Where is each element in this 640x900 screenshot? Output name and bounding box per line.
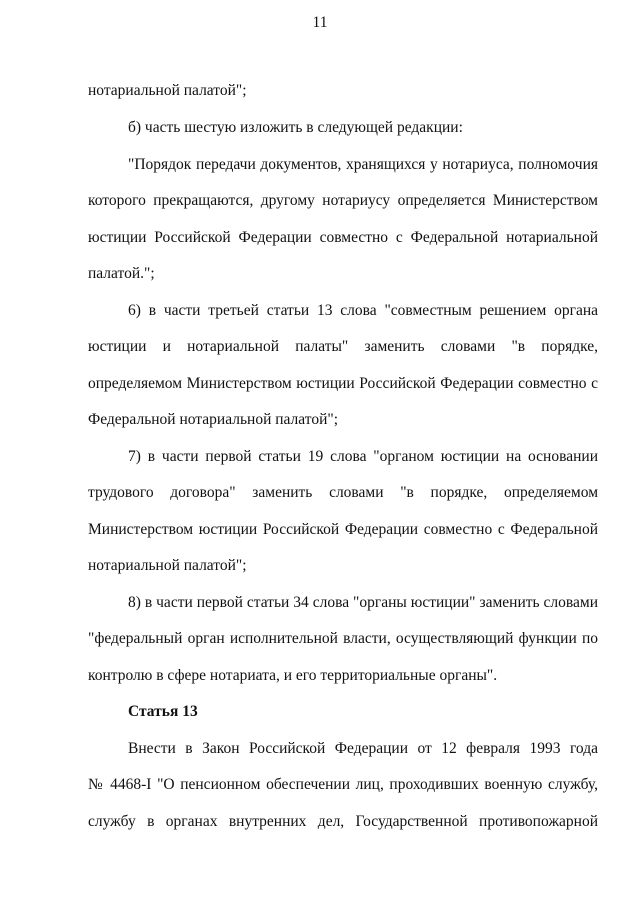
article-heading: Статья 13 bbox=[128, 703, 198, 720]
page-number: 11 bbox=[312, 14, 328, 31]
text-line: нотариальной палатой"; bbox=[88, 557, 247, 574]
text-line: 7) в части первой статьи 19 слова "органом юстиции на основании bbox=[128, 448, 598, 465]
text-line: б) часть шестую изложить в следующей редакции: bbox=[128, 119, 463, 136]
text-line: контролю в сфере нотариата, и его территориальные органы". bbox=[88, 667, 498, 684]
text-line: юстиции и нотариальной палаты" заменить словами "в порядке, bbox=[88, 338, 598, 355]
text-line: трудового договора" заменить словами "в порядке, определяемом bbox=[88, 484, 598, 501]
text-line: службу в органах внутренних дел, Государственной противопожарной bbox=[88, 813, 598, 830]
text-line: Внести в Закон Российской Федерации от 12 февраля 1993 года bbox=[128, 740, 598, 757]
text-line: "федеральный орган исполнительной власти, осуществляющий функции по bbox=[88, 630, 598, 647]
text-line: которого прекращаются, другому нотариусу определяется Министерством bbox=[88, 192, 598, 209]
text-line: нотариальной палатой"; bbox=[88, 82, 247, 99]
text-line: определяемом Министерством юстиции Российской Федерации совместно с bbox=[88, 375, 598, 392]
text-line: "Порядок передачи документов, хранящихся у нотариуса, полномочия bbox=[128, 156, 598, 173]
text-line: 6) в части третьей статьи 13 слова "совместным решением органа bbox=[128, 302, 598, 319]
text-line: Министерством юстиции Российской Федерации совместно с Федеральной bbox=[88, 521, 598, 538]
text-line: палатой."; bbox=[88, 265, 155, 282]
text-line: юстиции Российской Федерации совместно с Федеральной нотариальной bbox=[88, 229, 598, 246]
text-line: 8) в части первой статьи 34 слова "органы юстиции" заменить словами bbox=[128, 594, 598, 611]
text-line: № 4468-I "О пенсионном обеспечении лиц, проходивших военную службу, bbox=[88, 776, 598, 793]
text-line: Федеральной нотариальной палатой"; bbox=[88, 411, 339, 428]
